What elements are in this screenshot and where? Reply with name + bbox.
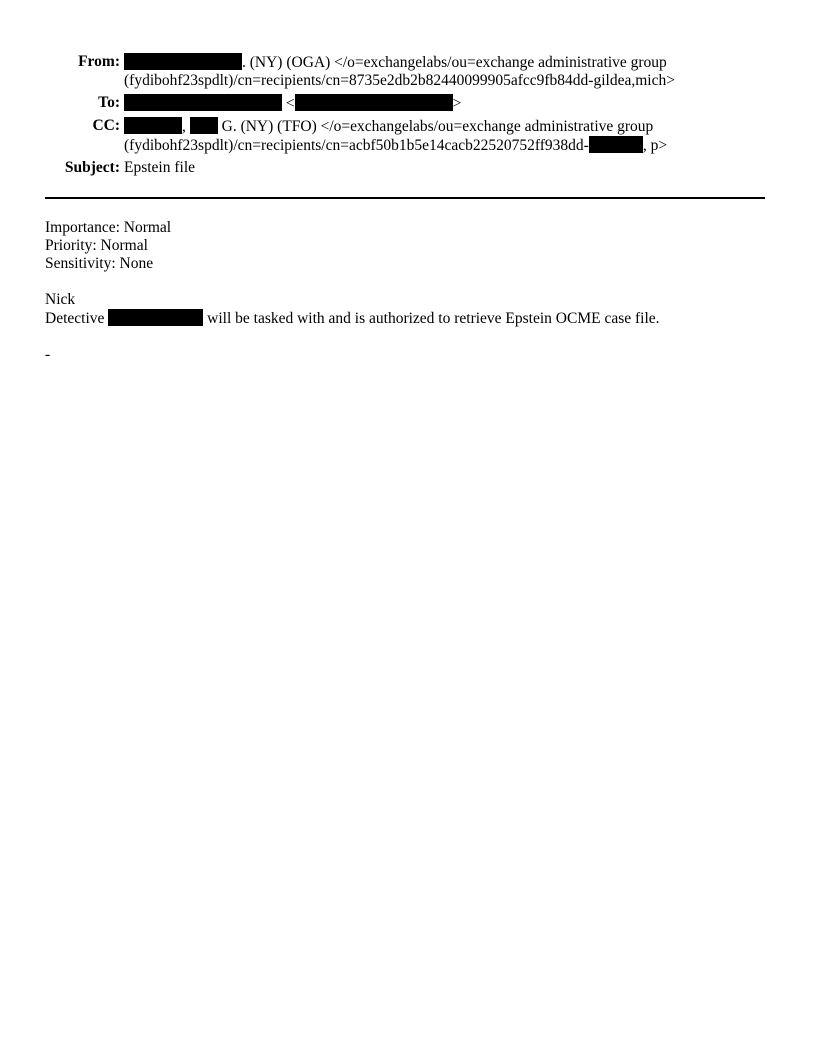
spacer — [45, 273, 765, 291]
cc-comma: , — [182, 118, 186, 135]
subject-value: Epstein file — [124, 159, 196, 176]
message-line — [45, 309, 765, 328]
redaction-box — [124, 117, 182, 134]
header-divider — [45, 197, 765, 199]
redaction-box — [124, 94, 282, 111]
redaction-box — [124, 53, 242, 70]
to-row — [40, 94, 740, 113]
cc-value — [124, 117, 740, 155]
greeting-line: Nick — [45, 291, 76, 308]
redaction-box — [108, 309, 203, 326]
redaction-box — [589, 136, 643, 153]
cc-address-line2: (fydibohf23spdlt)/cn=recipients/cn=acbf50b1b5e14cacb22520752ff938dd- — [124, 137, 589, 154]
detective-prefix: Detective — [45, 310, 105, 327]
sensitivity-line: Sensitivity: None — [45, 255, 154, 272]
subject-label: Subject: — [64, 159, 120, 176]
subject-row — [40, 159, 740, 177]
to-close-bracket: > — [452, 95, 462, 112]
detective-suffix: will be tasked with and is authorized to retrieve Epstein OCME case file. — [207, 310, 660, 327]
from-value — [124, 53, 740, 90]
from-address-line2: (fydibohf23spdlt)/cn=recipients/cn=8735e2db2b82440099905afcc9fb84dd-gildea,mich> — [124, 72, 675, 89]
cc-address-line2-end: , p> — [642, 137, 668, 154]
redaction-box — [295, 94, 453, 111]
closing-line: - — [45, 346, 51, 363]
to-label: To: — [98, 94, 120, 111]
cc-label: CC: — [92, 117, 120, 134]
email-header — [40, 53, 740, 181]
email-body — [45, 219, 765, 364]
from-label: From: — [78, 53, 120, 70]
redaction-box — [190, 117, 218, 134]
from-address-line1: . (NY) (OGA) </o=exchangelabs/ou=exchange administrative group — [242, 54, 667, 71]
cc-row — [40, 117, 740, 155]
importance-line: Importance: Normal — [45, 219, 172, 236]
to-open-bracket: < — [285, 95, 295, 112]
priority-line: Priority: Normal — [45, 237, 148, 254]
to-value — [124, 94, 740, 113]
from-row — [40, 53, 740, 90]
spacer — [45, 328, 765, 346]
cc-address-line1: G. (NY) (TFO) </o=exchangelabs/ou=exchange administrative group — [221, 118, 654, 135]
